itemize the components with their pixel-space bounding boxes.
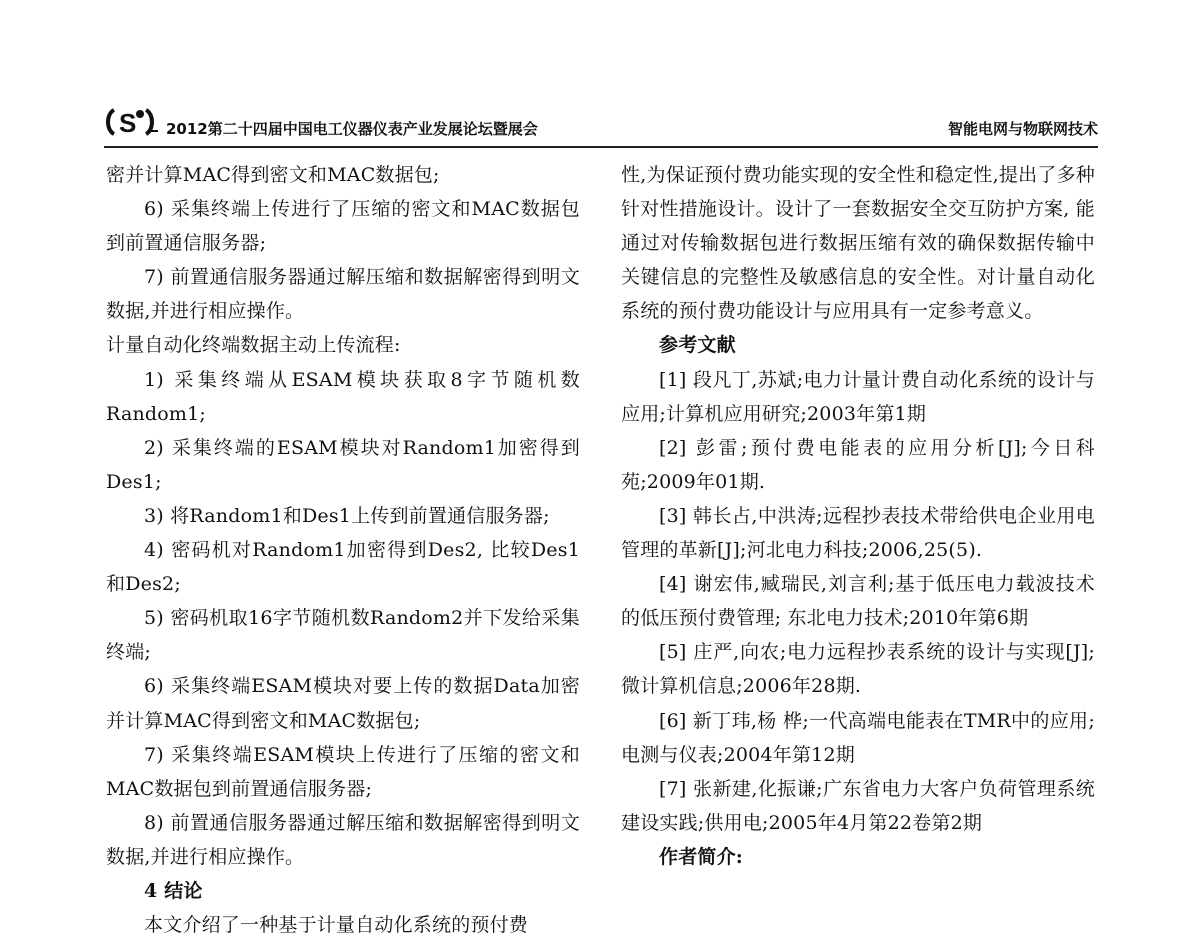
reference-item: [2] 彭雷;预付费电能表的应用分析[J];今日科苑;2009年01期. — [621, 436, 1095, 493]
reference-item: [3] 韩长占,中洪涛;远程抄表技术带给供电企业用电管理的革新[J];河北电力科技;2006,25(5). — [621, 504, 1095, 562]
conference-title: 2012第二十四届中国电工仪器仪表产业发展论坛暨展会 — [166, 120, 538, 138]
paragraph: 本文介绍了一种基于计量自动化系统的预付费 — [144, 914, 529, 937]
paragraph: 计量自动化终端数据主动上传流程: — [106, 334, 401, 357]
references-heading: 参考文献 — [659, 334, 736, 357]
left-column — [106, 158, 580, 942]
list-item: 6) 采集终端上传进行了压缩的密文和MAC数据包到前置通信服务器; — [106, 198, 580, 255]
right-column — [621, 158, 1095, 874]
list-item: 5) 密码机取16字节随机数Random2并下发给采集终端; — [106, 607, 580, 664]
section-heading: 4 结论 — [144, 879, 203, 902]
reference-item: [4] 谢宏伟,臧瑞民,刘言利;基于低压电力载波技术的低压预付费管理; 东北电力技术;2010年第6期 — [621, 573, 1095, 630]
list-item: 8) 前置通信服务器通过解压缩和数据解密得到明文数据,并进行相应操作。 — [106, 811, 580, 868]
list-item: 7) 前置通信服务器通过解压缩和数据解密得到明文数据,并进行相应操作。 — [106, 266, 580, 323]
reference-item: [6] 新丁玮,杨 桦;一代高端电能表在TMR中的应用;电测与仪表;2004年第12期 — [621, 709, 1095, 766]
paragraph: 性,为保证预付费功能实现的安全性和稳定性,提出了多种针对性措施设计。设计了一套数据安全交互防护方案, 能通过对传输数据包进行数据压缩有效的确保数据传输中关键信息的完整性及敏感信息的安全性。对计量自动化系统的预付费功能设计与应用具有一定参考意义。 — [621, 164, 1095, 323]
list-item: 3) 将Random1和Des1上传到前置通信服务器; — [144, 504, 550, 527]
reference-item: [7] 张新建,化振谦;广东省电力大客户负荷管理系统建设实践;供用电;2005年4月第22卷第2期 — [621, 777, 1095, 834]
list-item: 1) 采集终端从ESAM模块获取8字节随机数Random1; — [106, 368, 580, 425]
reference-item: [5] 庄严,向农;电力远程抄表系统的设计与实现[J];微计算机信息;2006年28期. — [621, 641, 1095, 698]
list-item: 4) 密码机对Random1加密得到Des2, 比较Des1和Des2; — [106, 539, 580, 596]
page-header — [104, 100, 1098, 144]
paragraph: 密并计算MAC得到密文和MAC数据包; — [106, 164, 440, 186]
section-title: 智能电网与物联网技术 — [947, 120, 1098, 138]
list-item: 2) 采集终端的ESAM模块对Random1加密得到Des1; — [106, 436, 580, 493]
list-item: 7) 采集终端ESAM模块上传进行了压缩的密文和MAC数据包到前置通信服务器; — [106, 743, 580, 800]
conference-logo-icon — [104, 104, 162, 138]
author-intro-heading: 作者简介: — [659, 845, 744, 868]
header-divider — [104, 146, 1098, 148]
list-item: 6) 采集终端ESAM模块对要上传的数据Data加密并计算MAC得到密文和MAC数据包; — [106, 675, 580, 732]
reference-item: [1] 段凡丁,苏斌;电力计量计费自动化系统的设计与应用;计算机应用研究;2003年第1期 — [621, 368, 1095, 425]
svg-text:S: S — [119, 108, 137, 138]
